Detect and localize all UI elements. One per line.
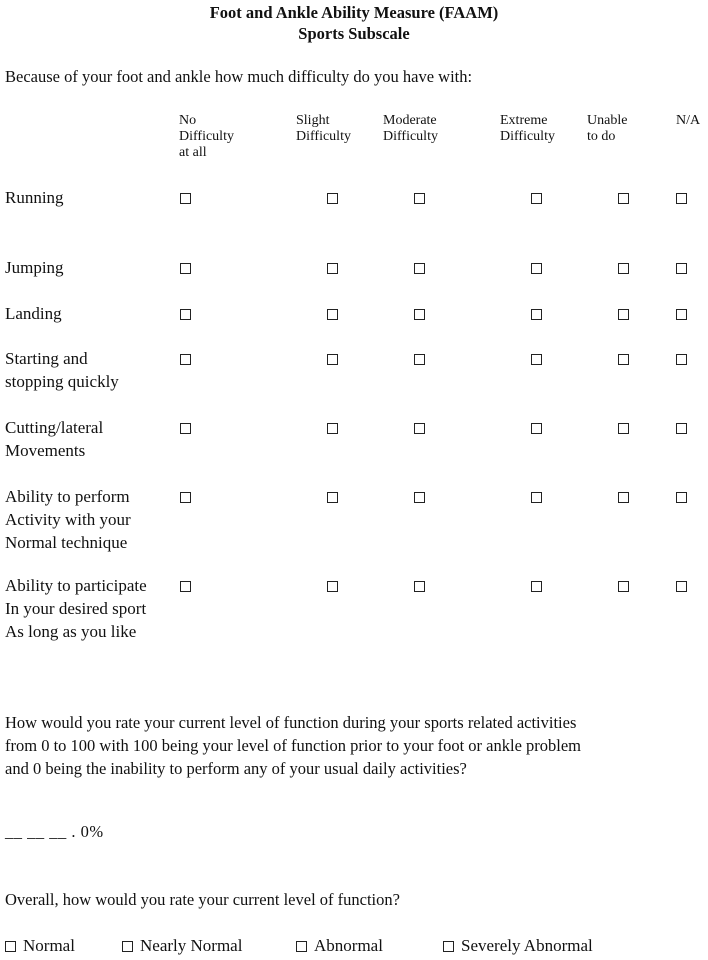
difficulty-checkbox[interactable] (676, 492, 687, 503)
checkbox[interactable] (122, 941, 133, 952)
question-line: and 0 being the inability to perform any of your usual daily activities? (5, 759, 467, 778)
difficulty-checkbox[interactable] (414, 263, 425, 274)
difficulty-checkbox[interactable] (676, 193, 687, 204)
difficulty-checkbox[interactable] (676, 354, 687, 365)
difficulty-checkbox[interactable] (414, 193, 425, 204)
row-label (5, 416, 103, 462)
difficulty-checkbox[interactable] (414, 423, 425, 434)
difficulty-checkbox[interactable] (531, 193, 542, 204)
row-label (5, 186, 64, 209)
column-header-line: Difficulty (383, 129, 438, 144)
difficulty-checkbox[interactable] (531, 309, 542, 320)
difficulty-checkbox[interactable] (531, 263, 542, 274)
difficulty-checkbox[interactable] (531, 492, 542, 503)
row-label-line: Ability to perform (5, 487, 130, 506)
difficulty-checkbox[interactable] (327, 193, 338, 204)
difficulty-checkbox[interactable] (180, 263, 191, 274)
row-label-line: Normal technique (5, 533, 128, 552)
row-label-line: Ability to participate (5, 576, 147, 595)
row-label-line: Starting and (5, 349, 88, 368)
difficulty-checkbox[interactable] (414, 309, 425, 320)
form-subtitle: Sports Subscale (298, 24, 410, 43)
option-label: Normal (23, 936, 75, 955)
question-line: from 0 to 100 with 100 being your level of function prior to your foot or ankle problem (5, 736, 582, 755)
column-header (296, 113, 351, 145)
difficulty-checkbox[interactable] (327, 581, 338, 592)
row-label (5, 347, 119, 393)
row-label (5, 574, 147, 643)
column-header-line: No (179, 113, 197, 128)
row-label-line: Movements (5, 441, 86, 460)
difficulty-checkbox[interactable] (180, 193, 191, 204)
column-header-line: Extreme (500, 113, 548, 128)
row-label-line: Running (5, 188, 64, 207)
row-label-line: Cutting/lateral (5, 418, 104, 437)
difficulty-checkbox[interactable] (180, 354, 191, 365)
difficulty-checkbox[interactable] (531, 423, 542, 434)
form-title: Foot and Ankle Ability Measure (FAAM) (209, 3, 499, 22)
difficulty-checkbox[interactable] (618, 423, 629, 434)
option-label: Severely Abnormal (461, 936, 593, 955)
row-label-line: As long as you like (5, 622, 137, 641)
difficulty-checkbox[interactable] (618, 263, 629, 274)
difficulty-checkbox[interactable] (531, 581, 542, 592)
difficulty-checkbox[interactable] (531, 354, 542, 365)
function-question (5, 711, 581, 780)
column-header (383, 113, 438, 145)
difficulty-checkbox[interactable] (180, 423, 191, 434)
column-header-line: Slight (296, 113, 330, 128)
difficulty-checkbox[interactable] (414, 492, 425, 503)
difficulty-checkbox[interactable] (676, 263, 687, 274)
column-header-line: Moderate (383, 113, 437, 128)
row-label (5, 485, 131, 554)
column-header (676, 113, 700, 129)
difficulty-checkbox[interactable] (414, 354, 425, 365)
option-severely-abnormal[interactable] (443, 936, 593, 956)
column-header-line: Unable (587, 113, 628, 128)
difficulty-checkbox[interactable] (618, 581, 629, 592)
difficulty-checkbox[interactable] (618, 492, 629, 503)
difficulty-checkbox[interactable] (327, 354, 338, 365)
intro-text: Because of your foot and ankle how much difficulty do you have with: (5, 67, 473, 86)
difficulty-checkbox[interactable] (676, 581, 687, 592)
difficulty-checkbox[interactable] (327, 423, 338, 434)
row-label-line: Activity with your (5, 510, 131, 529)
option-nearly-normal[interactable] (122, 936, 242, 956)
column-header-line: N/A (676, 113, 701, 128)
checkbox[interactable] (296, 941, 307, 952)
overall-question: Overall, how would you rate your current level of function? (5, 890, 400, 909)
row-label-line: Landing (5, 304, 62, 323)
difficulty-checkbox[interactable] (618, 309, 629, 320)
difficulty-checkbox[interactable] (180, 581, 191, 592)
option-label: Abnormal (314, 936, 383, 955)
difficulty-checkbox[interactable] (327, 309, 338, 320)
difficulty-checkbox[interactable] (414, 581, 425, 592)
difficulty-checkbox[interactable] (618, 193, 629, 204)
option-normal[interactable] (5, 936, 75, 956)
percent-answer-field[interactable]: __ __ __ . 0% (5, 822, 104, 841)
checkbox[interactable] (443, 941, 454, 952)
difficulty-checkbox[interactable] (618, 354, 629, 365)
difficulty-checkbox[interactable] (327, 492, 338, 503)
difficulty-checkbox[interactable] (327, 263, 338, 274)
column-header-line: at all (179, 145, 207, 160)
column-header-line: Difficulty (179, 129, 234, 144)
column-header (179, 113, 234, 161)
question-line: How would you rate your current level of function during your sports related activities (5, 713, 577, 732)
row-label (5, 256, 64, 279)
checkbox[interactable] (5, 941, 16, 952)
column-header-line: to do (587, 129, 616, 144)
difficulty-checkbox[interactable] (676, 423, 687, 434)
difficulty-checkbox[interactable] (180, 309, 191, 320)
difficulty-checkbox[interactable] (180, 492, 191, 503)
row-label-line: In your desired sport (5, 599, 147, 618)
option-label: Nearly Normal (140, 936, 243, 955)
row-label-line: Jumping (5, 258, 64, 277)
row-label (5, 302, 62, 325)
column-header (500, 113, 555, 145)
column-header-line: Difficulty (296, 129, 351, 144)
difficulty-checkbox[interactable] (676, 309, 687, 320)
row-label-line: stopping quickly (5, 372, 119, 391)
option-abnormal[interactable] (296, 936, 383, 956)
column-header-line: Difficulty (500, 129, 555, 144)
column-header (587, 113, 627, 145)
